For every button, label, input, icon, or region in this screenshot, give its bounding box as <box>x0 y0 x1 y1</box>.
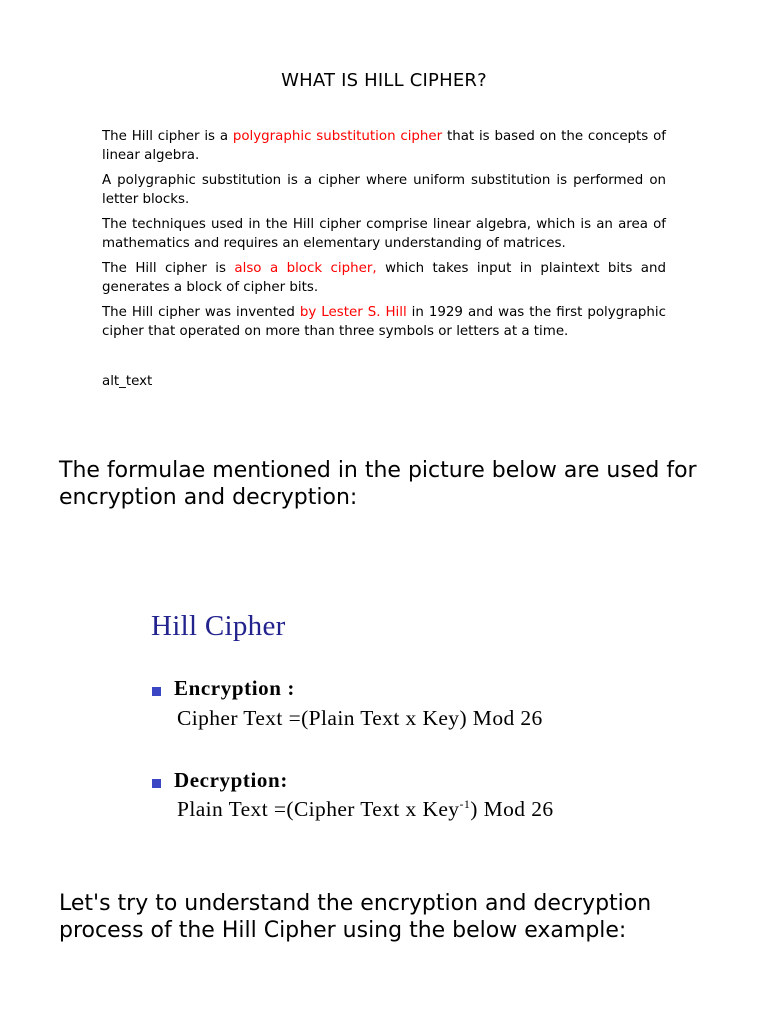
intro-paragraph-2: A polygraphic substitution is a cipher where uniform substitution is performed on letter blocks. <box>102 173 666 207</box>
intro-p4-text-after: which takes input in plaintext bits and generates a block of cipher bits. <box>102 261 667 295</box>
intro-p5-text-after: in 1929 and was the first polygraphic cipher that operated on more than three symbols or letters at a time. <box>102 305 666 339</box>
intro-paragraph-3: The techniques used in the Hill cipher comprise linear algebra, which is an area of mathematics and requires an elementary understanding of matrices. <box>102 217 666 251</box>
encryption-heading: Encryption : <box>174 676 295 700</box>
intro-p1-text-after: that is based on the concepts of linear algebra. <box>102 129 666 163</box>
intro-p5-text-before: The Hill cipher was invented <box>102 305 300 320</box>
highlight-lester-hill: by Lester S. Hill <box>299 305 407 320</box>
hill-cipher-figure <box>148 600 718 840</box>
highlight-polygraphic-substitution-cipher: polygraphic substitution cipher <box>232 129 443 144</box>
highlight-block-cipher: also a block cipher, <box>234 261 377 276</box>
decryption-heading: Decryption: <box>174 768 288 792</box>
figure-title: Hill Cipher <box>151 610 286 642</box>
page-title: WHAT IS HILL CIPHER? <box>281 70 487 91</box>
intro-section <box>102 128 666 348</box>
formula-intro-paragraph: The formulae mentioned in the picture below are used for encryption and decryption: <box>59 458 697 510</box>
square-bullet-icon <box>152 779 161 788</box>
inverse-superscript: -1 <box>459 796 471 811</box>
decryption-formula-after: ) Mod 26 <box>470 797 554 821</box>
square-bullet-icon <box>152 687 161 696</box>
intro-paragraph-1 <box>102 128 666 165</box>
intro-p4-text-before: The Hill cipher is <box>102 261 235 276</box>
encryption-formula: Cipher Text =(Plain Text x Key) Mod 26 <box>177 706 543 730</box>
decryption-formula-before: Plain Text =(Cipher Text x Key <box>177 797 460 821</box>
intro-paragraph-5 <box>102 304 666 341</box>
intro-paragraph-4 <box>102 260 666 297</box>
example-intro-paragraph: Let's try to understand the encryption and decryption process of the Hill Cipher using the below example: <box>59 891 652 943</box>
intro-p1-text-before: The Hill cipher is a <box>102 129 233 144</box>
decryption-formula <box>177 797 554 822</box>
image-alt-text: alt_text <box>102 374 153 389</box>
